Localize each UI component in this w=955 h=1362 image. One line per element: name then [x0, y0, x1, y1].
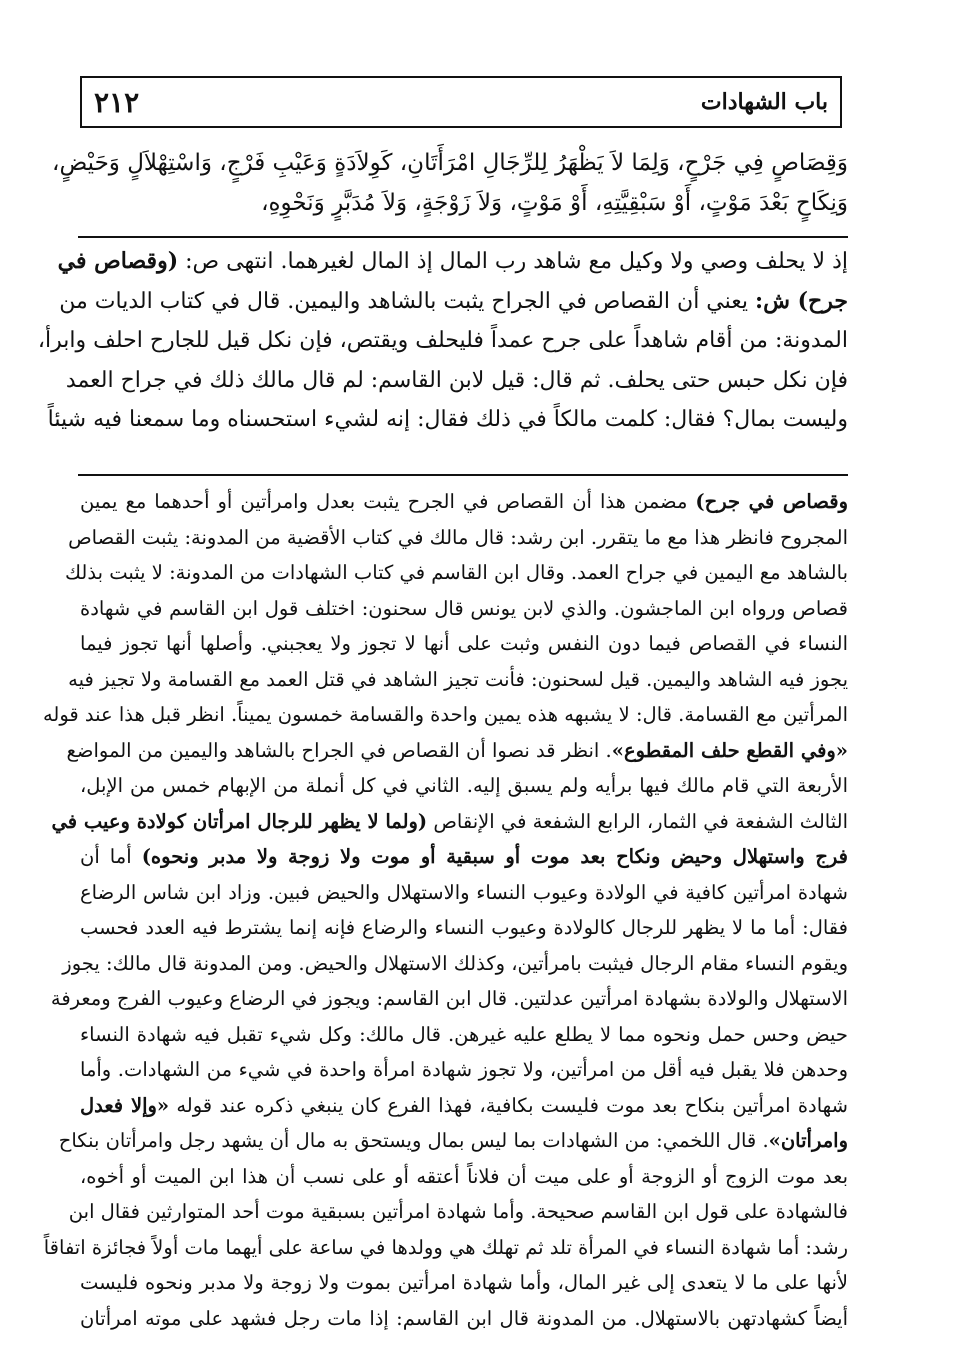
commentary-text: إذ لا يحلف وصي ولا وكيل مع شاهد رب المال إذ المال لغيرهما. انتهى ص: — [178, 249, 848, 274]
commentary-line: لأنها على ما لا يتعدى إلى غير المال، وأما شهادة امرأتين بموت ولا زوجة ولا مدبر ونحوه فليست — [80, 1271, 848, 1294]
quoted-matn: وامرأتان» — [768, 1129, 848, 1152]
commentary-text: أما أن — [80, 845, 142, 868]
commentary-line — [51, 804, 848, 840]
commentary-line: بالشاهد مع اليمين في جراح العمد. وقال ابن القاسم في كتاب الشهادات من المدونة: لا يثبت بذلك — [64, 561, 848, 584]
commentary-line — [80, 1088, 848, 1124]
quoted-matn: «وإلا فعدل — [80, 1093, 170, 1117]
commentary-line: شهادة امرأتين كافية في الولادة وعيوب النساء والاستهلال والحيض فبين. وزاد ابن شاس الرضاع — [80, 880, 848, 904]
commentary-line — [58, 1123, 848, 1159]
commentary-text: يعني أن القصاص في الجراح يثبت بالشاهد واليمين. قال في كتاب الديات من — [59, 288, 756, 314]
commentary-line: وليست بمال؟ فقال: كلمت مالكاً في ذلك فقال: إنه لشيء استحسناه وما سمعنا فيه شيئاً — [47, 407, 848, 432]
quoted-matn: فرج واستهلال وحيض ونكاح بعد موت أو سبقية أو موت ولا زوجة ولا مدبر ونحوه) — [141, 845, 848, 868]
commentary-line: يجوز فيه الشاهد واليمين. قيل لسحنون: فأنت تجيز الشاهد في قتل العمد مع القسامة ولا تجيز فيه — [68, 667, 848, 691]
commentary-line: رشد: أما شهادة النساء في المرأة تلد ثم تهلك هي وولدها في ساعة على أيهما مات أولاً فجائزة اتفاقاً — [43, 1235, 848, 1259]
commentary-text: . انظر قد نصوا أن القصاص في الجراح بالشاهد واليمين من المواضع — [66, 738, 612, 762]
section-divider — [78, 474, 848, 476]
commentary-line: قصاص ورواه ابن الماجشون. والذي لابن يونس قال سحنون: اختلف قول ابن القاسم في شهادة — [80, 596, 848, 620]
commentary-line: وحدهن فلا يقبل فيه أقل من امرأتين، ولا تجوز شهادة امرأة واحدة في شيء من الشهادات. وأما — [80, 1058, 848, 1081]
quoted-matn: (وقصاص في — [57, 248, 179, 274]
matn-line: وَنِكَاحٍ بَعْدَ مَوْتٍ، أَوْ سَبْقِيَّتِهِ، أَوْ مَوْتٍ، وَلاَ زَوْجَةٍ، وَلاَ مُدَبَّرٍ وَنَحْوِهِ، — [261, 190, 848, 216]
commentary-secondary — [42, 484, 848, 1336]
commentary-line: حيض وحس حمل ونحوه مما لا يطلع عليه غيرهن. قال مالك: وكل شيء تقبل فيه شهادة النساء — [80, 1022, 848, 1046]
commentary-line: الأربعة التي قام مالك فيها برأيه ولم يسبق إليه. الثاني في كل أنملة من الإبهام خمس من الإبل، — [80, 774, 848, 797]
commentary-line — [80, 484, 848, 520]
quoted-matn: وقصاص في جرح) — [695, 490, 848, 513]
matn-text — [52, 143, 848, 223]
quoted-matn: «وفي القطع حلف المقطوع» — [611, 738, 848, 762]
commentary-line: المرأتين مع القسامة. قال: لا يشبهه هذه يمين واحدة والقسامة خمسون يميناً. انظر قبل هذا عند قوله — [42, 703, 848, 726]
commentary-line: المجروح فانظر هذا مع ما يتقرر. ابن رشد: قال مالك في كتاب الأقضية من المدونة: يثبت القصاص — [68, 525, 848, 549]
commentary-line: بعد موت الزوج أو الزوجة أو على ميت أن فلاناً أعتقه أو على نسب أن هذا ابن الميت أو أخوه، — [80, 1164, 848, 1188]
commentary-line: أيضاً كشهادتهن بالاستهلال. من المدونة قال ابن القاسم: إذا مات رجل فشهد على موته امرأتان — [80, 1306, 848, 1330]
matn-line: وَقِصَاصٍ فِي جَرْحٍ، وَلِمَا لاَ يَظْهَرُ لِلرِّجَالِ امْرَأَتَانِ، كَوِلاَدَةٍ وَعَيْبِ فَرْجٍ، وَاسْتِهْلاَلٍ وَحَيْضٍ، — [52, 150, 848, 176]
commentary-text: . قال اللخمي: من الشهادات بما ليس بمال ويستحق به مال أن يشهد رجل وامرأتان بنكاح — [58, 1129, 769, 1152]
commentary-line: النساء في القصاص فيما دون النفس وثبت على أنها لا تجوز ولا يعجبني. وأصلها أنها تجوز فيما — [80, 632, 848, 655]
commentary-line: فالشهادة على قول ابن القاسم صحيحة. وأما شهادة امرأتين بسبقية موت أحد المتوارثين فقال ابن — [68, 1200, 848, 1223]
commentary-line — [66, 733, 848, 769]
commentary-line: المدونة: من أقام شاهداً على جرح عمداً فليحلف ويقتص، فإن نكل قيل للجارح احلف وابرأ، — [37, 328, 848, 353]
commentary-primary — [37, 242, 848, 440]
commentary-line: الاستهلال والولادة بشهادة امرأتين عدلتين. قال ابن القاسم: ويجوز في الرضاع وعيوب الفرج ومعرفة — [50, 987, 848, 1010]
commentary-line: فإن نكل حبس حتى يحلف. ثم قال: قيل لابن القاسم: لم قال مالك ذلك في جراح العمد — [65, 367, 848, 393]
section-divider — [78, 236, 848, 238]
quoted-matn: (ولما لا يظهر للرجال امرأتان كولادة وعيب في — [51, 809, 428, 833]
commentary-line — [80, 839, 848, 875]
commentary-text: مضمن هذا أن القصاص في الجرح يثبت بعدل وامرأتين أو أحدهما مع يمين — [80, 490, 696, 513]
commentary-line — [57, 242, 848, 282]
commentary-text: شهادة امرأتين بنكاح بعد موت فليست بكافية، فهذا الفرع كان ينبغي ذكره عند قوله — [169, 1093, 848, 1117]
quoted-matn: جرح) ش: — [755, 287, 848, 314]
chapter-title: باب الشهادات — [700, 89, 828, 115]
commentary-line: فقال: أما ما لا يظهر للرجال كالولادة وعيوب النساء والرضاع فإنه إنما يشترط فيه العدد فحسب — [80, 916, 848, 939]
page-number: ٢١٢ — [94, 85, 140, 119]
commentary-line — [59, 282, 848, 322]
commentary-text: الثالث الشفعة في الثمار، الرابع الشفعة في الإنقاص — [427, 809, 848, 833]
commentary-line: ويقوم النساء مقام الرجال فيثبت بامرأتين، وكذلك الاستهلال والحيض. ومن المدونة قال مالك: يجوز — [62, 951, 848, 975]
page-header — [80, 76, 842, 128]
